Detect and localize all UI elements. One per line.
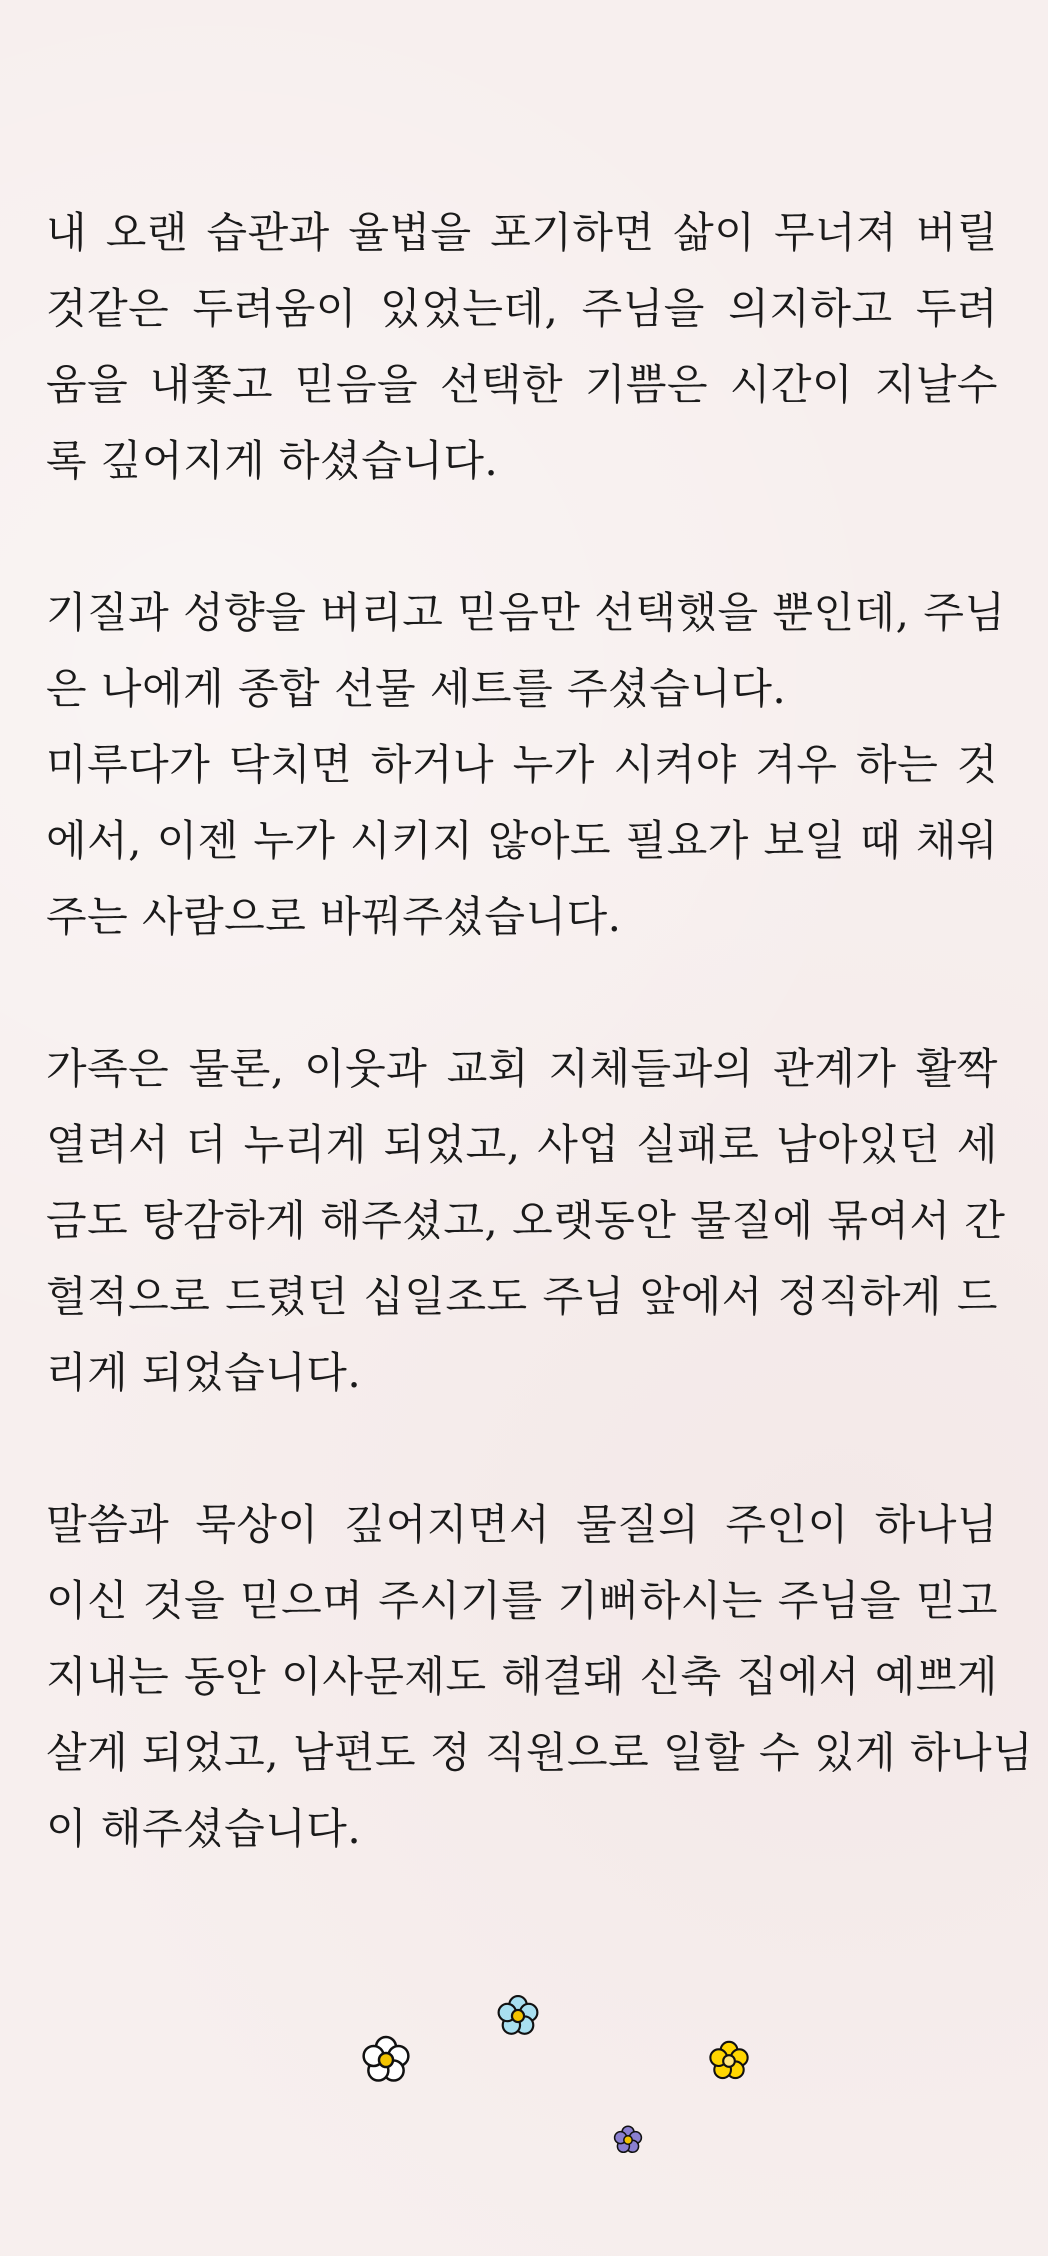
text-line: 금도 탕감하게 해주셨고, 오랫동안 물질에 묶여서 간 (46, 1196, 1006, 1245)
paragraph-4 (46, 1487, 1034, 1867)
purple-flower-icon (610, 2122, 646, 2158)
paragraph-1 (46, 195, 998, 499)
text-line: 움을 내쫓고 믿음을 선택한 기쁨은 시간이 지날수 (46, 360, 998, 409)
text-line: 리게 되었습니다. (46, 1348, 362, 1397)
text-line: 주는 사람으로 바꿔주셨습니다. (46, 892, 622, 941)
white-flower-icon (356, 2030, 416, 2090)
text-line: 내 오랜 습관과 율법을 포기하면 삶이 무너져 버릴 (46, 208, 998, 257)
blue-flower-icon (492, 1990, 544, 2042)
flower-decoration (0, 1990, 1048, 2170)
text-line: 살게 되었고, 남편도 정 직원으로 일할 수 있게 하나님 (46, 1728, 1034, 1777)
text-line: 에서, 이젠 누가 시키지 않아도 필요가 보일 때 채워 (46, 816, 998, 865)
yellow-flower-icon (704, 2036, 754, 2086)
text-line: 미루다가 닥치면 하거나 누가 시켜야 겨우 하는 것 (46, 740, 998, 789)
text-content (46, 195, 1034, 1943)
text-line: 록 깊어지게 하셨습니다. (46, 436, 499, 485)
text-line: 은 나에게 종합 선물 세트를 주셨습니다. (46, 664, 787, 713)
text-line: 이신 것을 믿으며 주시기를 기뻐하시는 주님을 믿고 (46, 1576, 998, 1625)
text-line: 헐적으로 드렸던 십일조도 주님 앞에서 정직하게 드 (46, 1272, 998, 1321)
paragraph-3 (46, 1031, 1006, 1411)
text-line: 말씀과 묵상이 깊어지면서 물질의 주인이 하나님 (46, 1500, 998, 1549)
text-line: 지내는 동안 이사문제도 해결돼 신축 집에서 예쁘게 (46, 1652, 998, 1701)
text-line: 열려서 더 누리게 되었고, 사업 실패로 남아있던 세 (46, 1120, 998, 1169)
text-line: 기질과 성향을 버리고 믿음만 선택했을 뿐인데, 주님 (46, 588, 1006, 637)
paragraph-2 (46, 575, 1006, 955)
text-line: 가족은 물론, 이웃과 교회 지체들과의 관계가 활짝 (46, 1044, 998, 1093)
text-line: 이 해주셨습니다. (46, 1804, 362, 1853)
text-line: 것같은 두려움이 있었는데, 주님을 의지하고 두려 (46, 284, 998, 333)
